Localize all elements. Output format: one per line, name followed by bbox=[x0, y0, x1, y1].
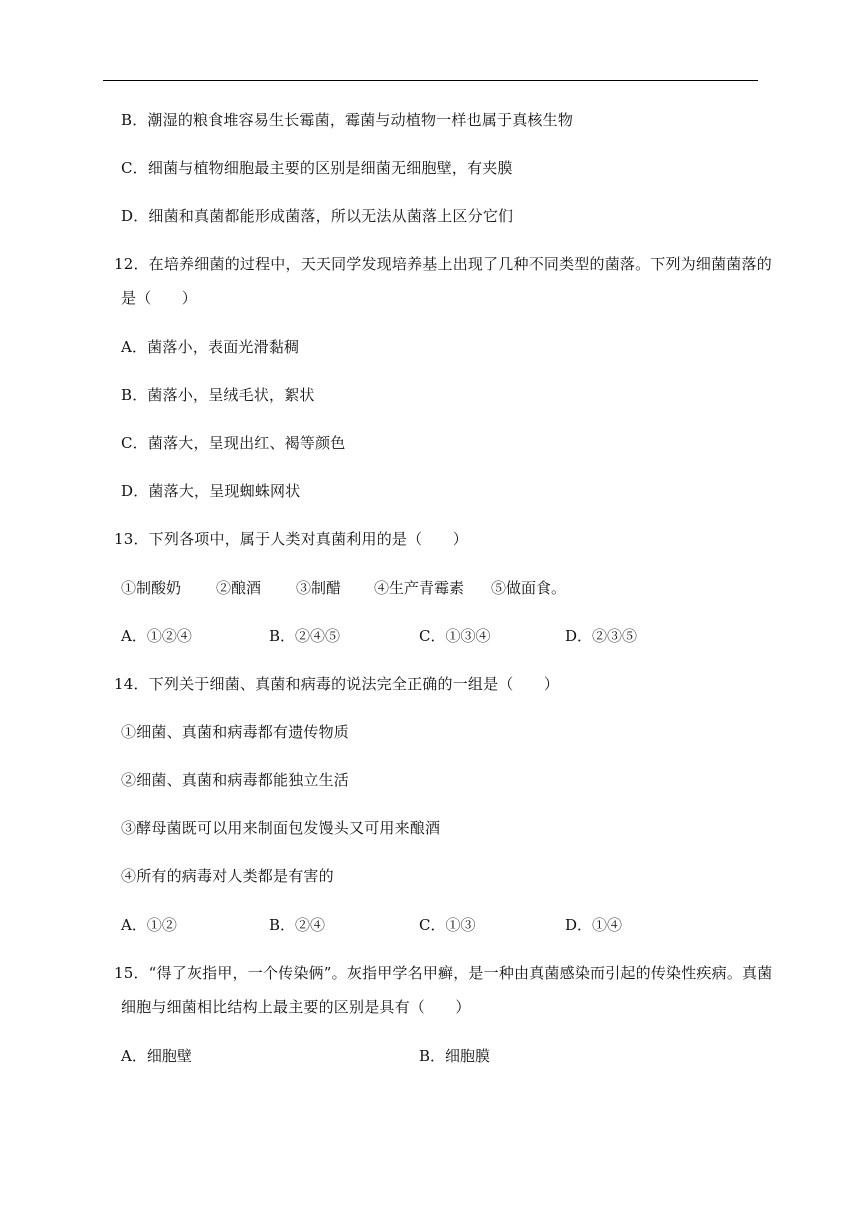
q14-statement-4: ④所有的病毒对人类都是有害的 bbox=[121, 867, 334, 885]
q14-option-c: C．①③ bbox=[419, 916, 476, 934]
q13-options-row bbox=[121, 626, 661, 646]
q12-stem-line1: 12．在培养细菌的过程中，天天同学发现培养基上出现了几种不同类型的菌落。下列为细菌菌落的 bbox=[114, 255, 772, 273]
q11-option-c: C．细菌与植物细胞最主要的区别是细菌无细胞壁，有夹膜 bbox=[121, 159, 513, 177]
q13-item-3: ③制醋 bbox=[296, 579, 342, 597]
q14-option-a: A．①② bbox=[121, 916, 177, 934]
q13-option-c: C．①③④ bbox=[419, 627, 491, 645]
q14-stem: 14．下列关于细菌、真菌和病毒的说法完全正确的一组是（ ） bbox=[114, 675, 560, 693]
q12-stem-line2: 是（ ） bbox=[121, 289, 198, 307]
q14-statement-3: ③酵母菌既可以用来制面包发馒头又可用来酿酒 bbox=[121, 819, 441, 837]
q11-option-b: B．潮湿的粮食堆容易生长霉菌，霉菌与动植物一样也属于真核生物 bbox=[121, 111, 574, 129]
q12-option-d: D．菌落大，呈现蜘蛛网状 bbox=[121, 482, 301, 500]
q14-statement-1: ①细菌、真菌和病毒都有遗传物质 bbox=[121, 723, 350, 741]
q13-item-4: ④生产青霉素 bbox=[374, 579, 465, 597]
q14-option-b: B．②④ bbox=[269, 916, 326, 934]
q13-item-1: ①制酸奶 bbox=[121, 579, 182, 597]
q14-options-row bbox=[121, 915, 661, 935]
q14-option-d: D．①④ bbox=[565, 916, 623, 934]
q13-option-d: D．②③⑤ bbox=[565, 627, 638, 645]
q12-option-a: A．菌落小，表面光滑黏稠 bbox=[121, 338, 300, 356]
q15-option-a: A．细胞壁 bbox=[121, 1047, 192, 1065]
q13-items-row bbox=[121, 578, 621, 598]
q15-options-row bbox=[121, 1046, 521, 1066]
q12-option-c: C．菌落大，呈现出红、褐等颜色 bbox=[121, 434, 346, 452]
q15-stem-line1: 15．“得了灰指甲，一个传染俩”。灰指甲学名甲癣，是一种由真菌感染而引起的传染性疾病。真菌 bbox=[114, 964, 773, 982]
q13-option-a: A．①②④ bbox=[121, 627, 192, 645]
q13-option-b: B．②④⑤ bbox=[269, 627, 341, 645]
q11-option-d: D．细菌和真菌都能形成菌落，所以无法从菌落上区分它们 bbox=[121, 207, 514, 225]
header-rule bbox=[103, 80, 758, 81]
q12-option-b: B．菌落小，呈绒毛状，絮状 bbox=[121, 386, 315, 404]
q15-option-b: B．细胞膜 bbox=[419, 1047, 491, 1065]
q13-stem: 13．下列各项中，属于人类对真菌利用的是（ ） bbox=[114, 530, 468, 548]
q13-item-2: ②酿酒 bbox=[216, 579, 262, 597]
q13-item-5: ⑤做面食。 bbox=[491, 579, 567, 597]
q15-stem-line2: 细胞与细菌相比结构上最主要的区别是具有（ ） bbox=[121, 998, 471, 1016]
q14-statement-2: ②细菌、真菌和病毒都能独立生活 bbox=[121, 771, 350, 789]
